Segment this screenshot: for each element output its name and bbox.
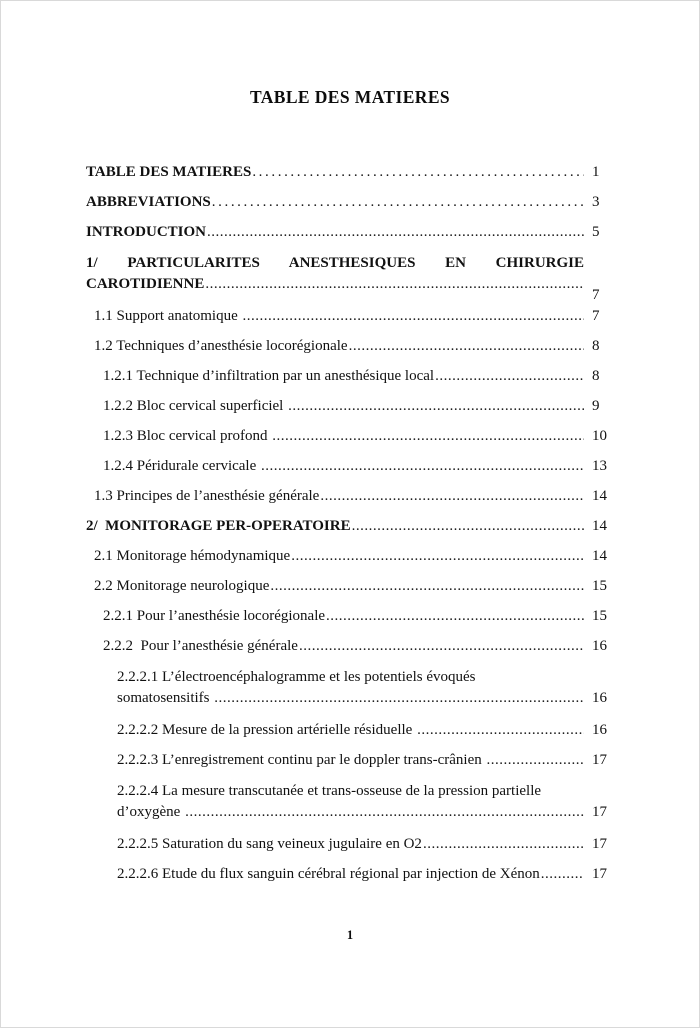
toc-page-number: 17 (592, 804, 607, 820)
toc-page-number: 10 (592, 428, 607, 444)
toc-entry-label: 2.2.2.5 Saturation du sang veineux jugulaire en O2 (117, 836, 422, 852)
toc-page-number: 15 (592, 578, 607, 594)
dot-leader (299, 637, 584, 655)
toc-entry (86, 517, 622, 535)
toc-entry-label: 1.2 Techniques d’anesthésie locorégionale (94, 338, 348, 354)
toc-page-number: 16 (592, 722, 607, 738)
toc-entry (86, 577, 622, 595)
toc-entry (86, 835, 622, 853)
toc-entry-label: ABBREVIATIONS (86, 194, 211, 210)
toc-entry-label: 1.2.4 Péridurale cervicale (103, 458, 261, 474)
toc-entry (86, 637, 622, 655)
dot-leader (212, 193, 584, 211)
toc-page-number: 8 (592, 338, 600, 354)
dot-leader (261, 457, 584, 475)
toc-entry-label: 2.2.1 Pour l’anesthésie locorégionale (103, 608, 326, 624)
toc-entry-label: 1.2.1 Technique d’infiltration par un anesthésique local (103, 368, 435, 384)
toc-entry-label: 2.1 Monitorage hémodynamique (94, 548, 291, 564)
toc-entry (86, 457, 622, 475)
toc-page-number: 13 (592, 458, 607, 474)
dot-leader (291, 547, 584, 565)
dot-leader (288, 397, 584, 415)
dot-leader (320, 487, 584, 505)
toc-page-number: 9 (592, 398, 600, 414)
toc-page-number: 17 (592, 752, 607, 768)
toc-entry-label: somatosensitifs (117, 690, 214, 706)
dot-leader (252, 163, 584, 181)
toc-entry-label: 2/ MONITORAGE PER-OPERATOIRE (86, 518, 351, 534)
dot-leader (205, 274, 584, 295)
dot-leader (487, 751, 585, 769)
dot-leader (541, 865, 584, 883)
toc-entry-label: 1.3 Principes de l’anesthésie générale (94, 488, 320, 504)
toc-entry-label: 2.2.2.6 Etude du flux sanguin cérébral régional par injection de Xénon (117, 866, 540, 882)
toc-entry-label: 1.1 Support anatomique (94, 308, 242, 324)
toc-entry (86, 721, 622, 739)
toc-page-number: 8 (592, 368, 600, 384)
toc-entry-label: 1/ PARTICULARITES ANESTHESIQUES EN CHIRURGIE (86, 255, 584, 271)
toc-entry-label: 1.2.2 Bloc cervical superficiel (103, 398, 288, 414)
toc-entry-label: 2.2.2.1 L’électroencéphalogramme et les potentiels évoqués (117, 669, 476, 685)
dot-leader (417, 721, 584, 739)
toc-entry-label: 2.2.2.2 Mesure de la pression artérielle résiduelle (117, 722, 417, 738)
toc-page-number: 17 (592, 836, 607, 852)
toc-entry (86, 397, 622, 415)
toc-entry (86, 547, 622, 565)
toc-entry-label: 2.2.2 Pour l’anesthésie générale (103, 638, 298, 654)
toc-page-number: 5 (592, 224, 600, 240)
toc-entry-label: INTRODUCTION (86, 224, 207, 240)
toc-entry (86, 667, 622, 709)
toc-page-number: 16 (592, 690, 607, 706)
dot-leader (242, 307, 584, 325)
toc-entry-label: 1.2.3 Bloc cervical profond (103, 428, 272, 444)
toc-page-number: 14 (592, 488, 607, 504)
toc-entry (86, 487, 622, 505)
toc-entry (86, 163, 622, 181)
dot-leader (326, 607, 584, 625)
toc-entry (86, 253, 622, 303)
toc-page-number: 16 (592, 638, 607, 654)
toc-entry (86, 307, 622, 325)
toc-entry (86, 607, 622, 625)
toc-entry-label: d’oxygène (117, 804, 185, 820)
toc-entry (86, 367, 622, 385)
toc-page-number: 7 (592, 308, 600, 324)
toc-entry-label: CAROTIDIENNE (86, 276, 205, 292)
dot-leader (270, 577, 584, 595)
toc-entry (86, 223, 622, 241)
dot-leader (207, 223, 584, 241)
toc-entry (86, 427, 622, 445)
dot-leader (272, 427, 584, 445)
toc-entry-label: 2.2 Monitorage neurologique (94, 578, 270, 594)
toc-entry-label: 2.2.2.4 La mesure transcutanée et trans-osseuse de la pression partielle (117, 783, 542, 799)
dot-leader (214, 688, 584, 709)
toc-page-number: 3 (592, 194, 600, 210)
toc-page-number: 15 (592, 608, 607, 624)
dot-leader (435, 367, 584, 385)
table-of-contents (1, 163, 699, 883)
toc-entry (86, 781, 622, 823)
toc-entry-label: 2.2.2.3 L’enregistrement continu par le doppler trans-crânien (117, 752, 486, 768)
toc-entry (86, 865, 622, 883)
toc-page-number: 7 (592, 287, 600, 303)
toc-page-number: 14 (592, 548, 607, 564)
dot-leader (352, 517, 584, 535)
dot-leader (185, 802, 584, 823)
dot-leader (423, 835, 584, 853)
toc-entry-label: TABLE DES MATIERES (86, 164, 252, 180)
toc-entry (86, 193, 622, 211)
toc-entry (86, 751, 622, 769)
footer-page-number: 1 (346, 928, 354, 942)
toc-page-number: 1 (592, 164, 600, 180)
toc-entry (86, 337, 622, 355)
dot-leader (349, 337, 584, 355)
page-title: TABLE DES MATIERES (249, 87, 451, 107)
toc-page-number: 17 (592, 866, 607, 882)
toc-page-number: 14 (592, 518, 607, 534)
